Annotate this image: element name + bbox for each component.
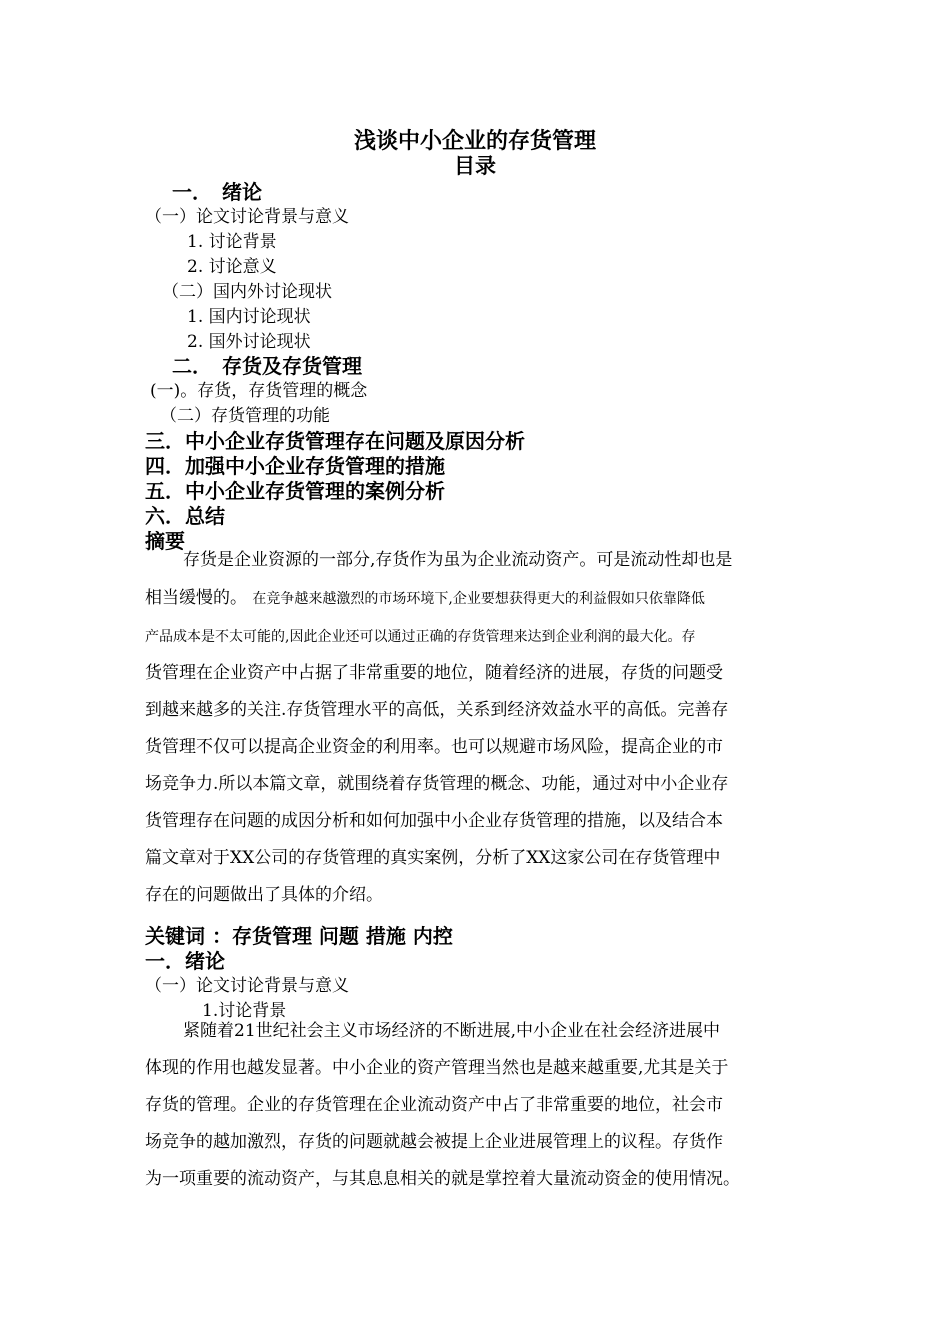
toc-title: 目录 — [454, 154, 496, 178]
toc-chapter-4: 四．加强中小企业存货管理的措施 — [145, 454, 445, 478]
section-1-1-1-heading: 1.讨论背景 — [202, 1001, 287, 1021]
abstract-line-part: 在竞争越来越激烈的市场环境下,企业要想获得更大的利益假如只依靠降低 — [252, 591, 705, 607]
abstract-line: 货管理在企业资产中占据了非常重要的地位，随着经济的进展，存货的问题受 — [145, 663, 723, 683]
body-line: 紧随着21世纪社会主义市场经济的不断进展,中小企业在社会经济进展中 — [183, 1021, 721, 1041]
toc-section-2-1: (一)。存货，存货管理的概念 — [150, 381, 368, 401]
abstract-line: 存货是企业资源的一部分,存货作为虽为企业流动资产。可是流动性却也是 — [183, 550, 733, 570]
abstract-line: 货管理不仅可以提高企业资金的利用率。也可以规避市场风险，提高企业的市 — [145, 737, 723, 757]
toc-chapter-3: 三．中小企业存货管理存在问题及原因分析 — [145, 429, 525, 453]
section-1-heading: 一．绪论 — [145, 949, 225, 973]
toc-section-1-2: （二）国内外讨论现状 — [162, 282, 332, 302]
abstract-heading: 摘要 — [145, 529, 185, 553]
body-line: 存货的管理。企业的存货管理在企业流动资产中占了非常重要的地位，社会市 — [145, 1095, 723, 1115]
abstract-line-part: 产品成本是不太可能的,因此企业还可以通过正确的存货管理来达到企业利润的最大化。存 — [145, 629, 696, 645]
toc-item-1-1-2: 2. 讨论意义 — [187, 257, 277, 277]
abstract-line: 货管理存在问题的成因分析和如何加强中小企业存货管理的措施，以及结合本 — [145, 811, 723, 831]
toc-section-2-2: （二）存货管理的功能 — [160, 406, 330, 426]
body-line: 场竞争的越加激烈，存货的问题就越会被提上企业进展管理上的议程。存货作 — [145, 1132, 723, 1152]
section-1-1-heading: （一）论文讨论背景与意义 — [145, 976, 349, 996]
doc-title: 浅谈中小企业的存货管理 — [353, 129, 596, 154]
toc-chapter-5: 五．中小企业存货管理的案例分析 — [145, 479, 445, 503]
body-line: 为一项重要的流动资产，与其息息相关的就是掌控着大量流动资金的使用情况。 — [145, 1169, 740, 1189]
toc-chapter-2: 二． 存货及存货管理 — [172, 354, 362, 378]
toc-chapter-1: 一． 绪论 — [172, 180, 262, 204]
toc-item-1-2-2: 2. 国外讨论现状 — [187, 332, 311, 352]
toc-item-1-1-1: 1. 讨论背景 — [187, 232, 277, 252]
abstract-line: 到越来越多的关注.存货管理水平的高低，关系到经济效益水平的高低。完善存 — [145, 700, 729, 720]
abstract-line: 场竞争力.所以本篇文章，就围绕着存货管理的概念、功能，通过对中小企业存 — [145, 774, 729, 794]
toc-chapter-6: 六．总结 — [145, 504, 225, 528]
abstract-line-part: 相当缓慢的。 — [145, 588, 247, 608]
abstract-line: 存在的问题做出了具体的介绍。 — [145, 885, 383, 905]
abstract-line — [145, 618, 805, 655]
abstract-line: 篇文章对于XX公司的存货管理的真实案例，分析了XX这家公司在存货管理中 — [145, 848, 721, 868]
keywords: 关键词 ：存货管理 问题 措施 内控 — [145, 924, 453, 948]
toc-item-1-2-1: 1. 国内讨论现状 — [187, 307, 311, 327]
abstract-line — [145, 580, 805, 617]
body-line: 体现的作用也越发显著。中小企业的资产管理当然也是越来越重要,尤其是关于 — [145, 1058, 729, 1078]
toc-section-1-1: （一）论文讨论背景与意义 — [145, 207, 349, 227]
